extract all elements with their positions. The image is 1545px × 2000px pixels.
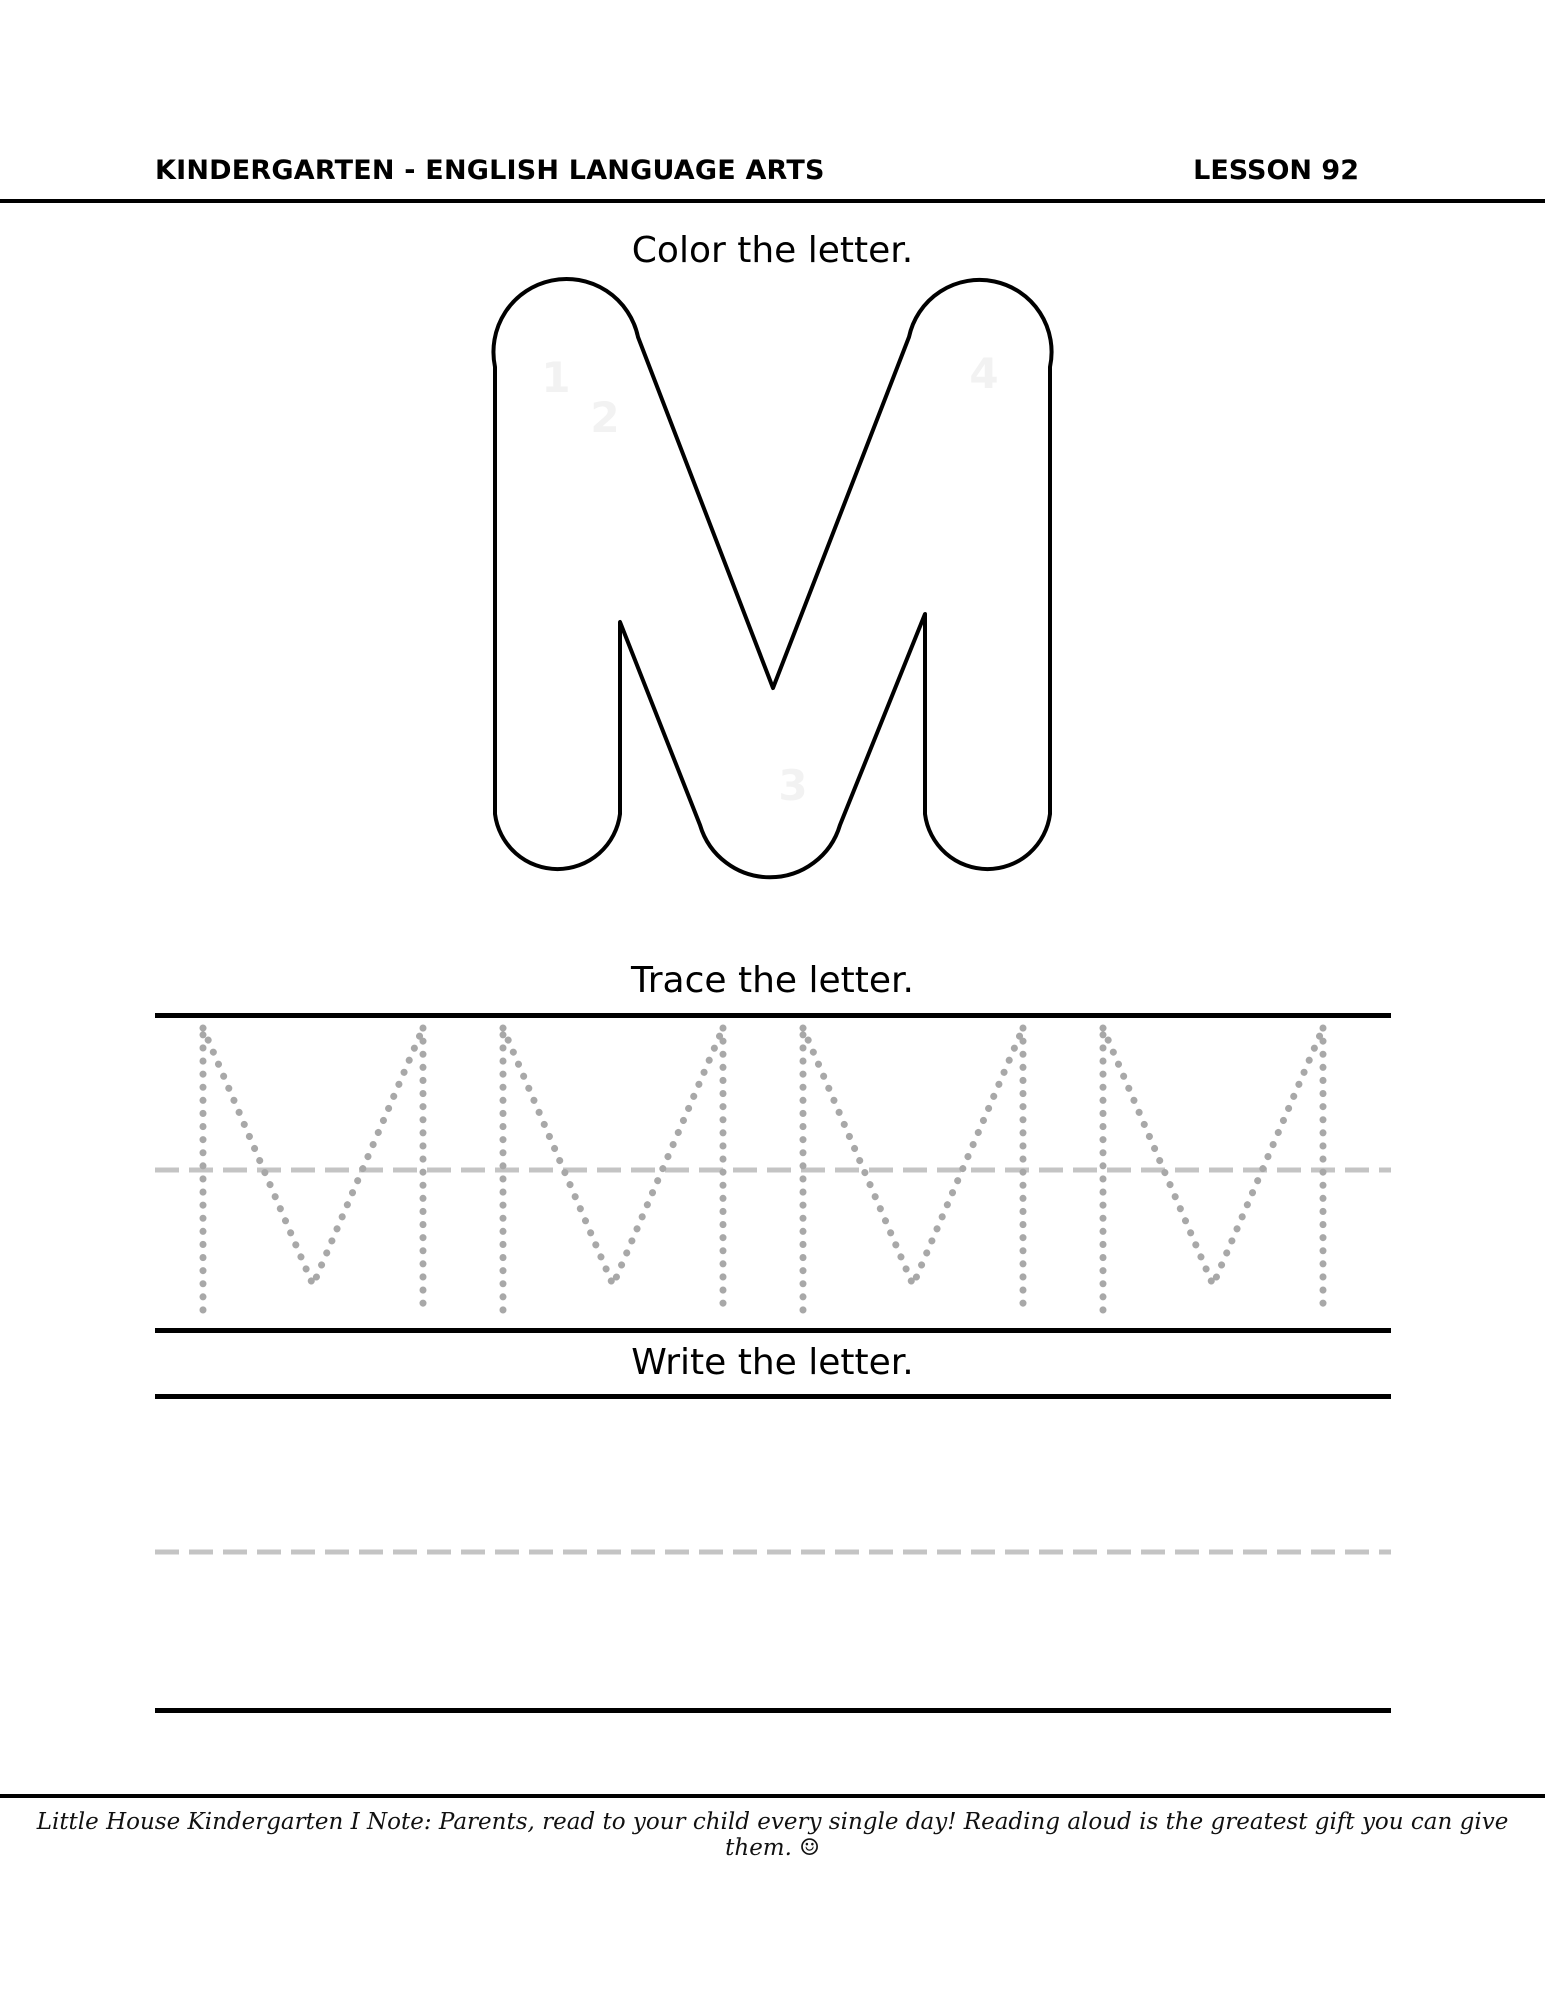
footer-note: Little House Kindergarten I Note: Parents, read to your child every single day! Reading aloud is the greatest gift you can give them. ☺ [36,1809,1509,1861]
footer-divider [0,1794,1545,1798]
write-instruction: Write the letter. [631,1342,914,1383]
worksheet-subject-title: KINDERGARTEN - ENGLISH LANGUAGE ARTS [155,155,825,186]
stroke-number-3: 3 [778,761,808,810]
stroke-number-4: 4 [969,349,999,398]
write-bottom-line [155,1708,1391,1713]
stroke-number-2: 2 [590,393,620,442]
color-instruction: Color the letter. [631,230,914,271]
trace-instruction: Trace the letter. [631,960,914,1001]
lesson-number: LESSON 92 [1193,155,1359,186]
stroke-number-1: 1 [541,353,571,402]
